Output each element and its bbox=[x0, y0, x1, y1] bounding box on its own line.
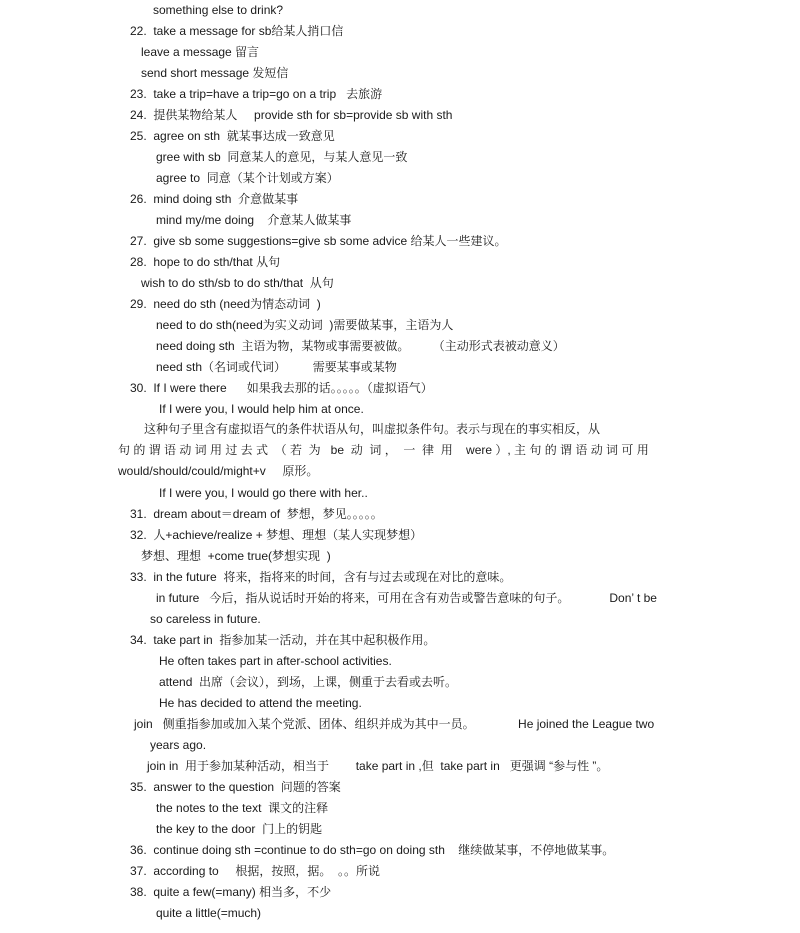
text-line: 31. dream about＝dream of 梦想，梦见。。。。。 bbox=[130, 507, 383, 521]
text-line: 38. quite a few(=many) 相当多，不少 bbox=[130, 885, 332, 899]
text-line: 26. mind doing sth 介意做某事 bbox=[130, 192, 299, 206]
text-line: 25. agree on sth 就某事达成一致意见 bbox=[130, 129, 335, 143]
text-line: years ago. bbox=[150, 738, 207, 752]
text-line: need doing sth 主语为物，某物或事需要被做。 （主动形式表被动意义） bbox=[156, 339, 565, 353]
text-line: 24. 提供某物给某人 provide sth for sb=provide sb with sth bbox=[130, 108, 453, 122]
text-line: the key to the door 门上的钥匙 bbox=[156, 822, 323, 836]
text-line: mind my/me doing 介意某人做某事 bbox=[156, 213, 352, 227]
text-line: send short message 发短信 bbox=[141, 66, 289, 80]
text-line: 梦想、理想 +come true(梦想实现 ) bbox=[141, 549, 331, 563]
text-line: If I were you, I would help him at once. bbox=[159, 402, 364, 416]
text-line: 30. If I were there 如果我去那的话。。。。。（虚拟语气） bbox=[130, 381, 433, 395]
text-line: need sth（名词或代词） 需要某事或某物 bbox=[156, 360, 397, 374]
text-line: join 侧重指参加或加入某个党派、团体、组织并成为其中一员。 He joined the League two bbox=[134, 717, 655, 731]
text-line: 35. answer to the question 问题的答案 bbox=[130, 780, 341, 794]
text-line: 这种句子里含有虚拟语气的条件状语从句，叫虚拟条件句。表示与现在的事实相反，从 bbox=[144, 422, 601, 436]
text-line: 36. continue doing sth =continue to do sth=go on doing sth 继续做某事，不停地做某事。 bbox=[130, 843, 615, 857]
text-line: 33. in the future 将来，指将来的时间，含有与过去或现在对比的意味。 bbox=[130, 570, 512, 584]
text-line: 23. take a trip=have a trip=go on a trip 去旅游 bbox=[130, 87, 383, 101]
text-line: join in 用于参加某种活动，相当于 take part in ,但 take part in 更强调 “参与性 ”。 bbox=[147, 759, 609, 773]
text-line: He has decided to attend the meeting. bbox=[159, 696, 362, 710]
text-line: need to do sth(need为实义动词 )需要做某事，主语为人 bbox=[156, 318, 454, 332]
text-line: 22. take a message for sb给某人捎口信 bbox=[130, 24, 344, 38]
text-line: wish to do sth/sb to do sth/that 从句 bbox=[141, 276, 334, 290]
text-line: 27. give sb some suggestions=give sb some advice 给某人一些建议。 bbox=[130, 234, 507, 248]
text-line: would/should/could/might+v 原形。 bbox=[118, 464, 319, 478]
text-line: 34. take part in 指参加某一活动，并在其中起积极作用。 bbox=[130, 633, 436, 647]
text-line: leave a message 留言 bbox=[141, 45, 260, 59]
text-line: 32. 人+achieve/realize + 梦想、理想（某人实现梦想） bbox=[130, 528, 423, 542]
text-line: so careless in future. bbox=[150, 612, 261, 626]
text-line: attend 出席（会议），到场，上课，侧重于去看或去听。 bbox=[159, 675, 458, 689]
text-line: If I were you, I would go there with her.. bbox=[159, 486, 368, 500]
text-line: something else to drink? bbox=[153, 3, 284, 17]
text-line: 29. need do sth (need为情态动词 ) bbox=[130, 297, 321, 311]
text-line: gree with sb 同意某人的意见，与某人意见一致 bbox=[156, 150, 408, 164]
text-line: in future 今后，指从说话时开始的将来，可用在含有劝告或警告意味的句子。 Don’ t be bbox=[156, 591, 657, 605]
text-line: 37. according to 根据，按照，据。 。。所说 bbox=[130, 864, 381, 878]
text-line: agree to 同意（某个计划或方案） bbox=[156, 171, 339, 185]
text-line: He often takes part in after-school activities. bbox=[159, 654, 392, 668]
text-line: the notes to the text 课文的注释 bbox=[156, 801, 329, 815]
text-line: quite a little(=much) bbox=[156, 906, 262, 920]
text-line: 28. hope to do sth/that 从句 bbox=[130, 255, 281, 269]
text-line: 句 的 谓 语 动 词 用 过 去 式 （ 若 为 be 动 词 ， 一 律 用 were ）, 主 句 的 谓 语 动 词 可 用 bbox=[118, 443, 649, 457]
